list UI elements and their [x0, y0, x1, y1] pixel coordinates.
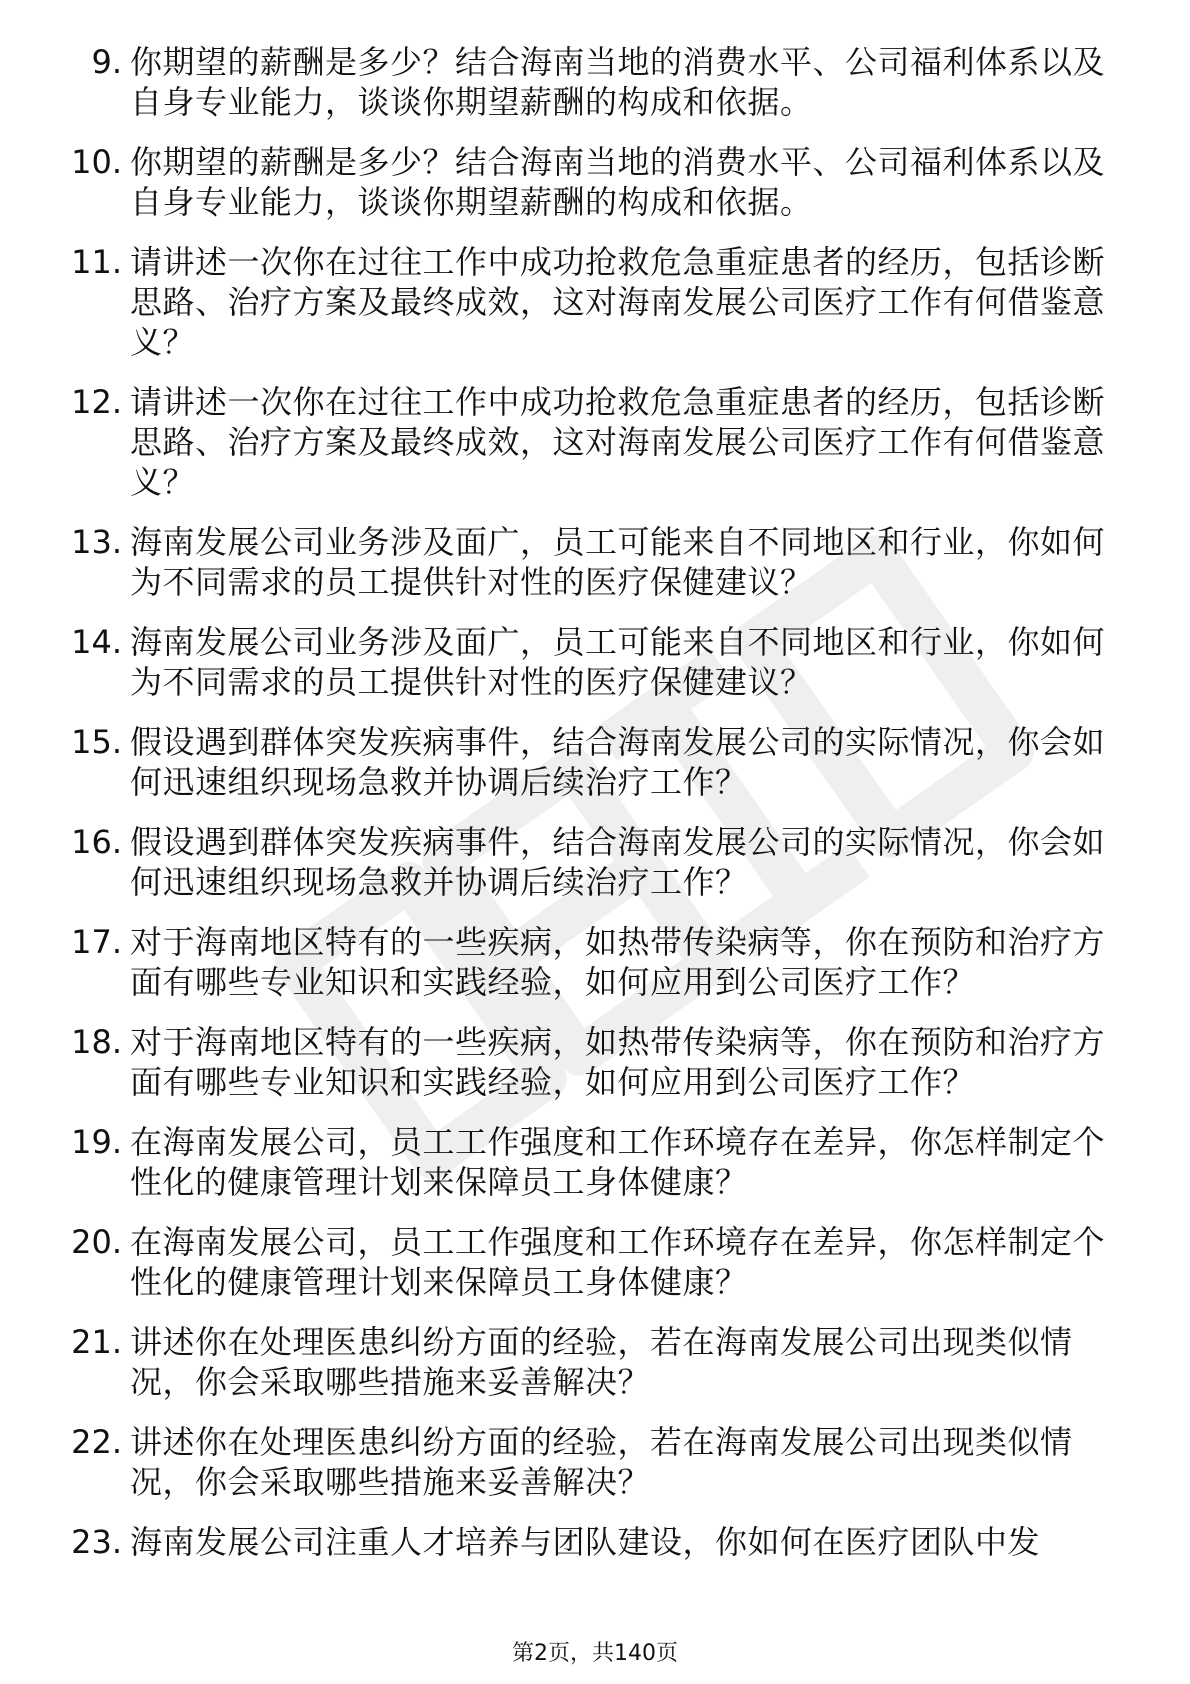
question-item [55, 1222, 1105, 1302]
question-number: 12. [71, 383, 122, 421]
question-item [55, 242, 1105, 362]
question-text: 你期望的薪酬是多少？结合海南当地的消费水平、公司福利体系以及自身专业能力，谈谈你期望薪酬的构成和依据。 [130, 43, 1106, 121]
question-number: 17. [71, 923, 122, 961]
question-text: 请讲述一次你在过往工作中成功抢救危急重症患者的经历，包括诊断思路、治疗方案及最终成效，这对海南发展公司医疗工作有何借鉴意义？ [130, 243, 1106, 361]
question-text: 你期望的薪酬是多少？结合海南当地的消费水平、公司福利体系以及自身专业能力，谈谈你期望薪酬的构成和依据。 [130, 143, 1106, 221]
question-item [55, 1322, 1105, 1402]
question-item [55, 1122, 1105, 1202]
question-item [55, 922, 1105, 1002]
question-text: 对于海南地区特有的一些疾病，如热带传染病等，你在预防和治疗方面有哪些专业知识和实践经验，如何应用到公司医疗工作？ [130, 1023, 1106, 1101]
question-number: 18. [71, 1023, 122, 1061]
question-item [55, 622, 1105, 702]
question-number: 22. [71, 1423, 122, 1461]
question-number: 19. [71, 1123, 122, 1161]
question-text: 海南发展公司业务涉及面广，员工可能来自不同地区和行业，你如何为不同需求的员工提供针对性的医疗保健建议？ [130, 623, 1106, 701]
question-item [55, 42, 1105, 122]
question-item [55, 522, 1105, 602]
question-item [55, 722, 1105, 802]
question-text: 海南发展公司注重人才培养与团队建设，你如何在医疗团队中发 [130, 1523, 1041, 1561]
question-text: 讲述你在处理医患纠纷方面的经验，若在海南发展公司出现类似情况，你会采取哪些措施来妥善解决？ [130, 1423, 1073, 1501]
question-text: 在海南发展公司，员工工作强度和工作环境存在差异，你怎样制定个性化的健康管理计划来保障员工身体健康？ [130, 1223, 1106, 1301]
question-number: 21. [71, 1323, 122, 1361]
question-text: 在海南发展公司，员工工作强度和工作环境存在差异，你怎样制定个性化的健康管理计划来保障员工身体健康？ [130, 1123, 1106, 1201]
question-number: 13. [71, 523, 122, 561]
question-number: 9. [91, 43, 122, 81]
question-number: 14. [71, 623, 122, 661]
question-text: 海南发展公司业务涉及面广，员工可能来自不同地区和行业，你如何为不同需求的员工提供针对性的医疗保健建议？ [130, 523, 1106, 601]
question-text: 请讲述一次你在过往工作中成功抢救危急重症患者的经历，包括诊断思路、治疗方案及最终成效，这对海南发展公司医疗工作有何借鉴意义？ [130, 383, 1106, 501]
question-number: 10. [71, 143, 122, 181]
question-number: 20. [71, 1223, 122, 1261]
question-text: 假设遇到群体突发疾病事件，结合海南发展公司的实际情况，你会如何迅速组织现场急救并协调后续治疗工作？ [130, 723, 1106, 801]
question-text: 对于海南地区特有的一些疾病，如热带传染病等，你在预防和治疗方面有哪些专业知识和实践经验，如何应用到公司医疗工作？ [130, 923, 1106, 1001]
question-number: 23. [71, 1523, 122, 1561]
question-item [55, 822, 1105, 902]
page-footer: 第2页，共140页 [512, 1641, 678, 1666]
question-item [55, 1522, 1105, 1562]
question-number: 15. [71, 723, 122, 761]
question-item [55, 382, 1105, 502]
question-text: 讲述你在处理医患纠纷方面的经验，若在海南发展公司出现类似情况，你会采取哪些措施来妥善解决？ [130, 1323, 1073, 1401]
question-text: 假设遇到群体突发疾病事件，结合海南发展公司的实际情况，你会如何迅速组织现场急救并协调后续治疗工作？ [130, 823, 1106, 901]
question-item [55, 1022, 1105, 1102]
question-item [55, 142, 1105, 222]
question-number: 16. [71, 823, 122, 861]
question-list [55, 42, 1105, 1582]
question-number: 11. [71, 243, 122, 281]
question-item [55, 1422, 1105, 1502]
